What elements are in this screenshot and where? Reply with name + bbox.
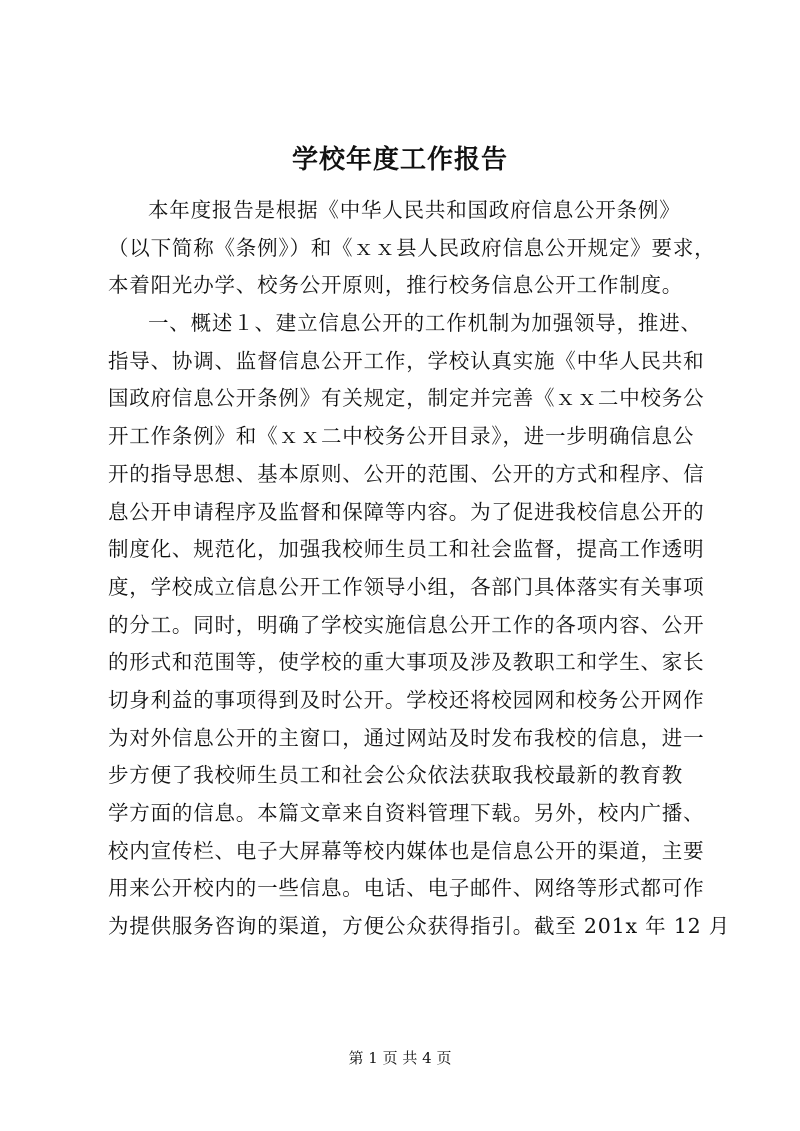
- body-line: 本着阳光办学、校务公开原则，推行校务信息公开工作制度。: [108, 273, 684, 298]
- page-number-footer: 第 1 页 共 4 页: [348, 1049, 452, 1067]
- document-body: [108, 192, 731, 946]
- body-line: 制度化、规范化，加强我校师生员工和社会监督，提高工作透明: [108, 537, 705, 562]
- body-line: 为对外信息公开的主窗口，通过网站及时发布我校的信息，进一: [108, 725, 705, 750]
- body-line: 国政府信息公开条例》有关规定，制定并完善《ｘｘ二中校务公: [108, 386, 705, 411]
- body-line: 切身利益的事项得到及时公开。学校还将校园网和校务公开网作: [108, 687, 705, 712]
- body-line: 学方面的信息。本篇文章来自资料管理下载。另外，校内广播、: [108, 801, 705, 825]
- body-line: 开的指导思想、基本原则、公开的范围、公开的方式和程序、信: [108, 461, 705, 486]
- body-line: 本年度报告是根据《中华人民共和国政府信息公开条例》: [148, 198, 681, 222]
- body-line: 步方便了我校师生员工和社会公众依法获取我校最新的教育教: [108, 763, 684, 788]
- body-line: 校内宣传栏、电子大屏幕等校内媒体也是信息公开的渠道，主要: [108, 838, 705, 863]
- body-line: 度，学校成立信息公开工作领导小组，各部门具体落实有关事项: [108, 574, 705, 599]
- body-line: 指导、协调、监督信息公开工作，学校认真实施《中华人民共和: [108, 348, 705, 373]
- body-line: 开工作条例》和《ｘｘ二中校务公开目录》，进一步明确信息公: [108, 424, 695, 449]
- body-line: 的形式和范围等，使学校的重大事项及涉及教职工和学生、家长: [108, 650, 705, 675]
- document-title: 学校年度工作报告: [291, 145, 508, 175]
- body-line: 的分工。同时，明确了学校实施信息公开工作的各项内容、公开: [108, 612, 705, 637]
- body-line: 为提供服务咨询的渠道，方便公众获得指引。截至 201x 年 12 月: [108, 914, 731, 939]
- body-line: 一、概述１、建立信息公开的工作机制为加强领导，推进、: [148, 311, 702, 336]
- body-line: 用来公开校内的一些信息。电话、电子邮件、网络等形式都可作: [108, 876, 705, 901]
- body-line: （以下简称《条例》）和《ｘｘ县人民政府信息公开规定》要求，: [108, 235, 716, 260]
- body-line: 息公开申请程序及监督和保障等内容。为了促进我校信息公开的: [108, 499, 705, 524]
